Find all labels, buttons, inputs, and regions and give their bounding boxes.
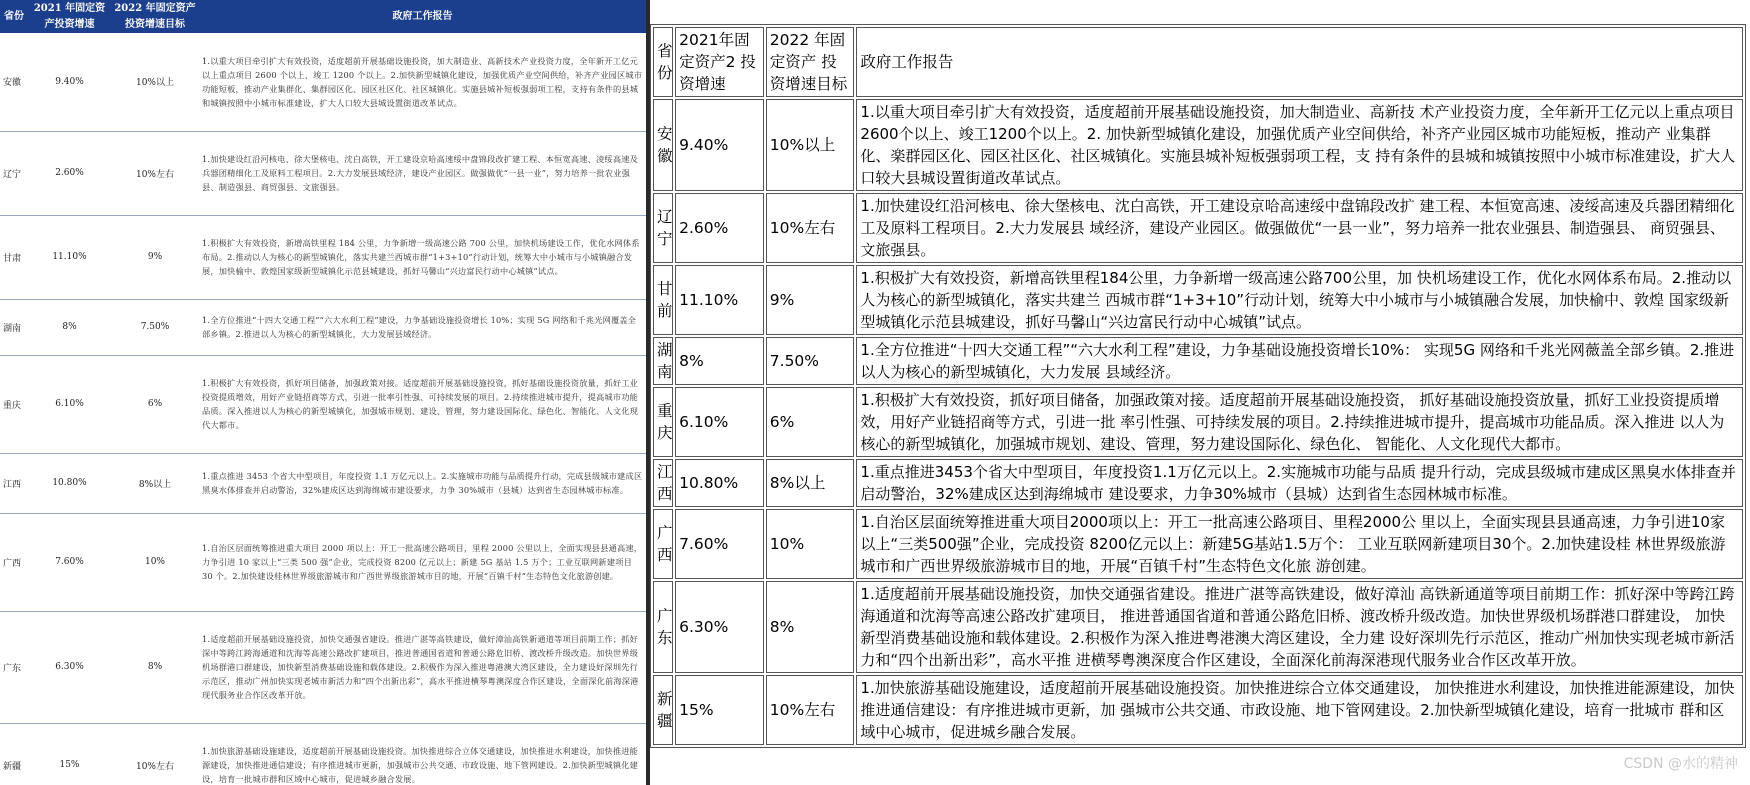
left-cell-growth-2021: 6.10% (28, 355, 111, 453)
right-cell-growth-2021: 7.60% (675, 509, 764, 579)
right-cell-growth-2021: 15% (675, 675, 764, 745)
right-cell-target-2022: 8% (766, 581, 855, 673)
right-cell-target-2022: 6% (766, 387, 855, 457)
left-table-row (0, 453, 646, 513)
left-cell-growth-2021: 11.10% (28, 215, 111, 299)
right-report-table (650, 24, 1746, 748)
left-header-target-2022: 2022 年固定资产投资增速目标 (111, 0, 199, 33)
left-header-growth-2021: 2021 年固定资产投资增速 (28, 0, 111, 33)
left-cell-province: 广西 (0, 513, 28, 611)
right-cell-report: 1.以重大项目牵引扩大有效投资，适度超前开展基础设施投资，加大制造业、高新技 术产业投资力度，全年新开工亿元以上重点项目2600个以上、竣工1200个以上。2. 加快新型城镇化建设，加强优质产业空间供给，补齐产业园区城市功能短板，推动产 业集群化、楽群园区化、园区社区化、社区城镇化。实施县城补短板强弱项工程，支 持有条件的县城和城镇按照中小城市标准建设，扩大人口较大县城设置街道改革试点。 (856, 99, 1743, 191)
right-cell-province: 江西 (653, 459, 673, 507)
right-table-row (653, 581, 1743, 673)
left-header-province: 省份 (0, 0, 28, 33)
left-cell-report: 1.加快建设红沿河核电、徐大堡核电、沈白高铁，开工建设京哈高速绥中盘锦段改扩建工程、本恒宽高速、凌绥高速及兵器团精细化工及原料工程项目。2.大力发展县域经济，建设产业园区。做强做优“一县一业”，努力培养一批农业强县、制造强县、商贸强县、文旅强县。 (199, 131, 646, 215)
right-table-row (653, 337, 1743, 385)
right-cell-province: 甘前 (653, 265, 673, 335)
right-cell-growth-2021: 6.10% (675, 387, 764, 457)
left-cell-province: 广东 (0, 611, 28, 723)
right-table-row (653, 509, 1743, 579)
right-cell-province: 湖南 (653, 337, 673, 385)
left-table-row (0, 299, 646, 355)
left-cell-report: 1.全方位推进“十四大交通工程”“六大水利工程”建设，力争基础设施投资增长 10%；实现 5G 网络和千兆光网覆盖全部乡镇。2.推进以人为核心的新型城镇化，大力发展县域经济。 (199, 299, 646, 355)
left-cell-target-2022: 6% (111, 355, 199, 453)
right-cell-province: 重庆 (653, 387, 673, 457)
right-cell-growth-2021: 9.40% (675, 99, 764, 191)
left-cell-target-2022: 10%以上 (111, 33, 199, 131)
left-cell-report: 1.自治区层面统筹推进重大项目 2000 项以上：开工一批高速公路项目，里程 2000 公里以上，全面实现县县通高速，力争引进 10 家以上“三类 500 强”企业，完成投资 8200 亿元以上；新建 5G 基站 1.5 万个；工业互联网新建项目 30 个。2.加快建设桂林世界级旅游城市和广西世界级旅游城市目的地，开展“百镇千村”生态特色文化旅游创建。 (199, 513, 646, 611)
left-report-table (0, 0, 646, 785)
left-cell-province: 甘肃 (0, 215, 28, 299)
right-cell-target-2022: 10%左右 (766, 193, 855, 263)
right-cell-report: 1.积极扩大有效投资，抓好项目储备，加强政策对接。适度超前开展基础设施投资， 抓好基础设施投资放量，抓好工业投资提质增效，用好产业链招商等方式，引进一批 率引性强、可持续发展的项目。2.持续推进城市提升，提高城市功能品质。深入推进 以人为核心的新型城镇化，加强城市规划、建设、管理，努力建设国际化、绿色化、 智能化、人文化现代大都市。 (856, 387, 1743, 457)
right-table-row (653, 387, 1743, 457)
right-header-province: 省份 (653, 27, 673, 97)
right-cell-province: 安徽 (653, 99, 673, 191)
right-cell-target-2022: 8%以上 (766, 459, 855, 507)
left-cell-province: 湖南 (0, 299, 28, 355)
left-cell-growth-2021: 8% (28, 299, 111, 355)
right-cell-report: 1.加快旅游基础设施建设，适度超前开展基础设施投资。加快推进综合立体交通建设， 加快推进水利建设，加快推进能源建设，加快推进通信建设：有序推进城市更新，加 强城市公共交通、市政设施、地下管网建设。2.加快新型城镇化建设，培育一批城市 群和区域中心城市，促进城乡融合发展。 (856, 675, 1743, 745)
left-cell-report: 1.适度超前开展基础设施投资，加快交通强省建设。推进广湛等高铁建设，做好漳汕高铁新通道等项目前期工作；抓好深中等跨江跨海通道和沈海等高速公路改扩建项目，推进普通国省道和普通公路危旧桥、渡改桥升级改造。加快世界级机场群港口群建设，加快新型消费基础设施和载体建设。2.积极作为深入推进粤港澳大湾区建设，全力建设好深圳先行示范区，推动广州加快实现老城市新活力和“四个出新出彩”，高水平推进横琴粤澳深度合作区建设，全面深化前海深港现代服务业合作区改革开放。 (199, 611, 646, 723)
left-report-table-image (0, 0, 646, 785)
left-cell-growth-2021: 2.60% (28, 131, 111, 215)
left-table-row (0, 131, 646, 215)
right-table-row (653, 459, 1743, 507)
right-cell-growth-2021: 2.60% (675, 193, 764, 263)
left-header-report: 政府工作报告 (199, 0, 646, 33)
right-cell-province: 辽宁 (653, 193, 673, 263)
right-table-row (653, 193, 1743, 263)
left-table-row (0, 355, 646, 453)
left-table-row (0, 513, 646, 611)
left-cell-report: 1.以重大项目牵引扩大有效投资，适度超前开展基础设施投资，加大制造业、高新技术产业投资力度，全年新开工亿元以上重点项目 2600 个以上、竣工 1200 个以上。2.加快新型城镇化建设，加强优质产业空间供给，补齐产业园区城市功能短板，推动产业集群化、集群园区化、园区社区化、社区城镇化。实施县城补短板强弱项工程，支持有条件的县城和城镇按照中小城市标准建设，扩大人口较大县城设置街道改革试点。 (199, 33, 646, 131)
left-cell-province: 安徽 (0, 33, 28, 131)
left-cell-province: 新疆 (0, 723, 28, 785)
right-cell-growth-2021: 11.10% (675, 265, 764, 335)
right-cell-province: 广西 (653, 509, 673, 579)
right-header-growth-2021: 2021年固定资产2 投资增速 (675, 27, 764, 97)
left-table-row (0, 611, 646, 723)
left-cell-province: 江西 (0, 453, 28, 513)
right-header-target-2022: 2022 年固定资产 投资增速目标 (766, 27, 855, 97)
right-cell-target-2022: 10%以上 (766, 99, 855, 191)
right-cell-report: 1.自治区层面统筹推进重大项目2000项以上：开工一批高速公路项目、里程2000公 里以上，全面实现县县通高速，力争引进10家以上“三类500强”企业，完成投资 8200亿元以上：新建5G基站1.5万个： 工业互联网新建项目30个。2.加快建设桂 林世界级旅游城市和广西世界级旅游城市目的地，开展“百镇千村”生态特色文化旅 游创建。 (856, 509, 1743, 579)
right-header-report: 政府工作报告 (856, 27, 1743, 97)
left-cell-province: 辽宁 (0, 131, 28, 215)
right-cell-target-2022: 7.50% (766, 337, 855, 385)
right-table-row (653, 265, 1743, 335)
left-cell-growth-2021: 15% (28, 723, 111, 785)
right-table-row (653, 99, 1743, 191)
right-cell-growth-2021: 8% (675, 337, 764, 385)
right-cell-report: 1.重点推进3453个省大中型项目，年度投资1.1万亿元以上。2.实施城市功能与品质 提升行动，完成县级城市建成区黑臭水体排查并启动警治，32%建成区达到海绵城市 建设要求，力争30%城市（县城）达到省生态园林城市标准。 (856, 459, 1743, 507)
left-table-header-row (0, 0, 646, 33)
right-table-header-row (653, 27, 1743, 97)
left-cell-growth-2021: 10.80% (28, 453, 111, 513)
right-cell-province: 广东 (653, 581, 673, 673)
right-cell-province: 新疆 (653, 675, 673, 745)
left-cell-target-2022: 9% (111, 215, 199, 299)
right-cell-report: 1.适度超前开展基础设施投资，加快交通强省建设。推进广湛等高铁建设，做好漳汕 高铁新通道等项目前期工作：抓好深中等跨江跨海通道和沈海等高速公路改扩建项目， 推进普通国省道和普通公路危旧桥、渡改桥升级改造。加快世界级机场群港口群建设， 加快新型消费基础设施和载体建设。2.积极作为深入推进粤港澳大湾区建设，全力建 设好深圳先行示范区，推动广州加快实现老城市新活力和“四个出新出彩”，高水平推 进横琴粤澳深度合作区建设，全面深化前海深港现代服务业合作区改革开放。 (856, 581, 1743, 673)
left-cell-report: 1.积极扩大有效投资，抓好项目储备，加强政策对接。适度超前开展基础设施投资，抓好基础设施投资放量，抓好工业投资提质增效，用好产业链招商等方式，引进一批率引性强、可持续发展的项目。2.持续推进城市提升，提高城市功能品质。深入推进以人为核心的新型城镇化，加强城市规划、建设、管理，努力建设国际化、绿色化、智能化、人文化现代大都市。 (199, 355, 646, 453)
right-cell-target-2022: 10% (766, 509, 855, 579)
right-cell-target-2022: 9% (766, 265, 855, 335)
left-table-row (0, 215, 646, 299)
right-cell-growth-2021: 6.30% (675, 581, 764, 673)
left-cell-report: 1.积极扩大有效投资，新增高铁里程 184 公里，力争新增一级高速公路 700 公里，加快机场建设工作，优化水网体系布局。2.推动以人为核心的新型城镇化，落实共建兰西城市群“1+3+10”行动计划，统筹大中小城市与小城镇融合发展，加快榆中、敦煌国家级新型城镇化示范县城建设，抓好马馨山“兴边富民行动中心城镇”试点。 (199, 215, 646, 299)
right-cell-report: 1.积极扩大有效投资，新增高铁里程184公里，力争新增一级高速公路700公里，加 快机场建设工作，优化水网体系布局。2.推动以人为核心的新型城镇化，落实共建兰 西城市群“1+3+10”行动计划，统筹大中小城市与小城镇融合发展，加快榆中、敦煌 国家级新型城镇化示范县城建设，抓好马馨山“兴边富民行动中心城镇”试点。 (856, 265, 1743, 335)
left-cell-report: 1.加快旅游基础设施建设，适度超前开展基础设施投资。加快推进综合立体交通建设，加快推进水利建设，加快推进能源建设，加快推进通信建设；有序推进城市更新，加强城市公共交通、市政设施、地下管网建设。2.加快新型城镇化建设，培育一批城市群和区域中心城市，促进城乡融合发展。 (199, 723, 646, 785)
left-cell-target-2022: 10%左右 (111, 131, 199, 215)
left-table-row (0, 33, 646, 131)
left-cell-target-2022: 8% (111, 611, 199, 723)
left-cell-growth-2021: 9.40% (28, 33, 111, 131)
left-cell-target-2022: 7.50% (111, 299, 199, 355)
right-cell-growth-2021: 10.80% (675, 459, 764, 507)
left-cell-target-2022: 10%左右 (111, 723, 199, 785)
right-cell-report: 1.加快建设红沿河核电、徐大堡核电、沈白高铁，开工建设京哈高速绥中盘锦段改扩 建工程、本恒宽高速、凌绥高速及兵器团精细化工及原料工程项目。2.大力发展县 域经济，建设产业园区。做强做优“一县一业”，努力培养一批农业强县、制造强县、 商贸强县、文旅强县。 (856, 193, 1743, 263)
left-cell-report: 1.重点推进 3453 个省大中型项目，年度投资 1.1 万亿元以上。2.实施城市功能与品质提升行动，完成县级城市建成区黑臭水体排查并启动警治，32%建成区达到海绵城市建设要求，力争 30%城市（县城）达到省生态园林城市标准。 (199, 453, 646, 513)
left-table-row (0, 723, 646, 785)
right-table-row (653, 675, 1743, 745)
left-cell-target-2022: 10% (111, 513, 199, 611)
left-cell-growth-2021: 6.30% (28, 611, 111, 723)
left-cell-growth-2021: 7.60% (28, 513, 111, 611)
left-cell-province: 重庆 (0, 355, 28, 453)
right-cell-target-2022: 10%左右 (766, 675, 855, 745)
left-cell-target-2022: 8%以上 (111, 453, 199, 513)
csdn-watermark: CSDN @水的精神 (1623, 756, 1738, 772)
right-cell-report: 1.全方位推进“十四大交通工程”“六大水利工程”建设，力争基础设施投资增长10%： 实现5G 网络和千兆光网薇盖全部乡镇。2.推进以人为核心的新型城镇化，大力发展 县域经济。 (856, 337, 1743, 385)
right-report-table-panel (650, 0, 1750, 785)
